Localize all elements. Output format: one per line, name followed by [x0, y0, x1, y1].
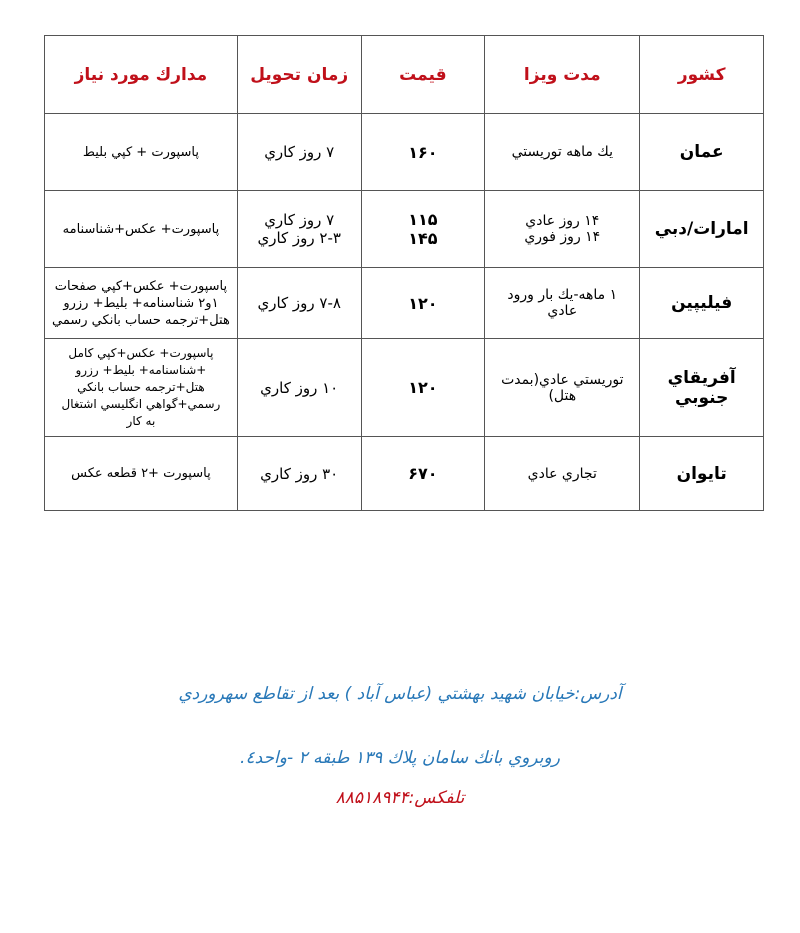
duration-cell	[485, 114, 640, 191]
country-cell: عمان	[640, 114, 764, 191]
price-cell-line: ۱۱۵	[408, 210, 438, 229]
duration-cell	[485, 191, 640, 268]
table-row	[45, 268, 764, 339]
duration-cell-line: يك ماهه توريستي	[511, 144, 613, 160]
documents-cell-line: پاسپورت + كپي بليط	[82, 144, 199, 160]
documents-cell-line: به كار	[126, 414, 156, 428]
documents-cell	[45, 114, 238, 191]
documents-cell-line: هتل+ترجمه حساب بانكي رسمي	[52, 312, 230, 328]
table-header-row	[45, 36, 764, 114]
table-row	[45, 191, 764, 268]
delivery-cell-line: ۳۰ روز كاري	[260, 464, 339, 483]
table-row	[45, 339, 764, 437]
documents-cell-line: هتل+ترجمه حساب بانكي	[77, 380, 205, 394]
price-cell-line: ۶۷۰	[408, 464, 438, 483]
delivery-cell	[237, 339, 361, 437]
contact-address: آدرس:خيابان شهيد بهشتي (عباس آباد ) بعد از تقاطع سهروردي	[178, 684, 622, 704]
delivery-cell-line: ۷ روز كاري	[264, 211, 335, 229]
price-cell-line: ۱۲۰	[408, 378, 438, 397]
delivery-cell-line: ۲-۳ روز كاري	[257, 229, 341, 247]
table-row	[45, 114, 764, 191]
documents-cell-line: رسمي+گواهي انگليسي اشتغال	[61, 397, 221, 411]
delivery-cell-line: ۷-۸ روز كاري	[257, 294, 341, 312]
contact-building: روبروي بانك سامان پلاك ۱۳۹ طبقه ۲ -واحد٤.	[240, 748, 560, 768]
header-documents: مدارك مورد نياز	[45, 36, 238, 114]
documents-cell-line: پاسپورت+ عكس+شناسنامه	[62, 221, 220, 237]
country-cell: امارات/دبي	[640, 191, 764, 268]
delivery-cell-line: ۱۰ روز كاري	[260, 378, 339, 397]
delivery-cell	[237, 268, 361, 339]
documents-cell-line: پاسپورت+ عكس+كپي صفحات	[54, 278, 228, 294]
documents-cell	[45, 437, 238, 511]
header-country: کشور	[640, 36, 764, 114]
country-cell: فيليپين	[640, 268, 764, 339]
duration-cell-line: عادي	[547, 303, 578, 319]
documents-cell	[45, 268, 238, 339]
delivery-cell-line: ۷ روز كاري	[264, 143, 335, 161]
documents-cell	[45, 191, 238, 268]
documents-cell	[45, 339, 238, 437]
duration-cell	[485, 437, 640, 511]
duration-cell-line: تجاري عادي	[527, 465, 597, 482]
price-cell	[361, 437, 485, 511]
price-cell	[361, 114, 485, 191]
duration-cell-line: ۱ ماهه-يك بار ورود	[507, 287, 618, 303]
visa-price-table	[44, 35, 764, 511]
duration-cell	[485, 339, 640, 437]
documents-cell-line: ۱و۲ شناسنامه+ بليط+ رزرو	[63, 295, 219, 311]
contact-phone: تلفكس:۸۸۵۱۸۹۴۴	[335, 788, 465, 808]
delivery-cell	[237, 191, 361, 268]
price-cell	[361, 191, 485, 268]
price-cell-line: ۱۶۰	[408, 142, 438, 162]
delivery-cell	[237, 437, 361, 511]
delivery-cell	[237, 114, 361, 191]
header-duration: مدت ويزا	[485, 36, 640, 114]
header-delivery: زمان تحويل	[237, 36, 361, 114]
documents-cell-line: پاسپورت+ عكس+كپي كامل	[68, 346, 214, 360]
price-cell-line: ۱۴۵	[408, 229, 438, 248]
country-cell: تايوان	[640, 437, 764, 511]
duration-cell-line: توريستي عادي(بمدت هتل)	[501, 371, 624, 404]
duration-cell-line: ۱۴ روز فوري	[524, 229, 601, 245]
country-cell: آفريقاي جنوبي	[640, 339, 764, 437]
documents-cell-line: +شناسنامه+ بليط+ رزرو	[75, 363, 207, 377]
price-cell	[361, 339, 485, 437]
duration-cell-line: ۱۴ روز عادي	[525, 213, 600, 229]
header-price: قيمت	[361, 36, 485, 114]
duration-cell	[485, 268, 640, 339]
price-cell-line: ۱۲۰	[408, 293, 438, 313]
table-row	[45, 437, 764, 511]
price-cell	[361, 268, 485, 339]
documents-cell-line: پاسپورت +۲ قطعه عكس	[71, 466, 211, 481]
